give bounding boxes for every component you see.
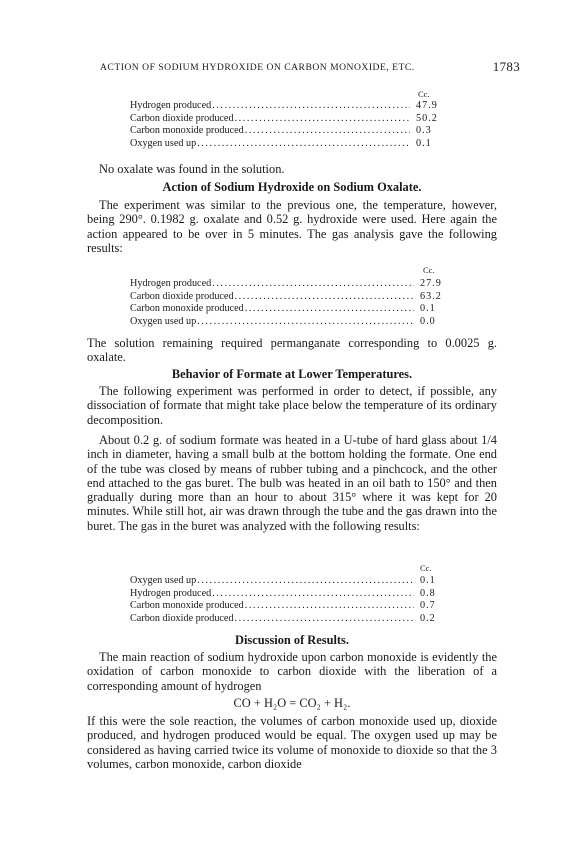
row-label: Carbon monoxide produced .....: [130, 125, 410, 138]
table-row: [130, 316, 446, 329]
page-number: 1783: [492, 59, 520, 74]
running-title: ACTION OF SODIUM HYDROXIDE ON CARBON MONOXIDE, ETC.: [100, 62, 415, 73]
paragraph: About 0.2 g. of sodium formate was heated in a U-tube of hard glass about 1/4 inch in diameter, having a small bulb at the bottom holding the formate. One end of the tube was closed by means of rubber tubing and a pinchcock, and the other end attached to the gas buret. The bulb was heated in an oil bath to 150° and then gradually during more than an hour to about 315° where it was kept for 20 minutes. While still hot, air was drawn through the tube and the gas drawn into the buret. The gas in the buret was analyzed with the following results:: [87, 433, 497, 533]
paragraph: The solution remaining required permanganate corresponding to 0.0025 g. oxalate.: [87, 336, 497, 365]
row-label: Oxygen used up .....: [130, 138, 410, 151]
table-row: [130, 278, 446, 291]
gas-analysis-table-2: [130, 278, 446, 329]
gas-analysis-table-3: [130, 575, 446, 626]
row-label: Carbon monoxide produced .....: [130, 600, 414, 613]
row-value: 0.1: [420, 575, 436, 586]
row-value: 0.1: [416, 138, 432, 150]
row-label: Carbon monoxide produced .....: [130, 303, 414, 316]
paragraph: No oxalate was found in the solution.: [99, 162, 285, 176]
chemical-equation: CO + H₂O = CO₂ + H₂.: [233, 696, 351, 710]
section-heading: Discussion of Results.: [235, 633, 349, 647]
row-label: Carbon dioxide produced .....: [130, 113, 410, 126]
table-row: [130, 291, 446, 304]
paragraph: The experiment was similar to the previous one, the temperature, however, being 290°. 0.1982 g. oxalate and 0.52 g. hydroxide were used. Here again the action appeared to be over in 5 minutes. The gas analysis gave the following results:: [87, 198, 497, 255]
row-label: Hydrogen produced .....: [130, 278, 414, 291]
table1-unit-header: Cc.: [418, 89, 430, 99]
section-heading: Behavior of Formate at Lower Temperatures.: [171, 367, 413, 381]
table-row: [130, 575, 446, 588]
paragraph: The main reaction of sodium hydroxide upon carbon monoxide is evidently the oxidation of carbon monoxide to carbon dioxide with the liberation of a corresponding amount of hydrogen: [87, 650, 497, 693]
gas-analysis-table-1: [130, 100, 442, 151]
row-label: Hydrogen produced .....: [130, 588, 414, 601]
table-row: [130, 600, 446, 613]
running-head: [100, 59, 520, 75]
row-label: Oxygen used up .....: [130, 575, 414, 588]
table-row: [130, 100, 442, 113]
row-value: 27.9: [420, 278, 442, 289]
row-value: 63.2: [420, 290, 442, 302]
row-value: 0.7: [420, 600, 436, 612]
row-value: 0.1: [420, 303, 436, 315]
paragraph: The following experiment was performed in order to detect, if possible, any dissociation of formate that might take place below the temperature of its ordinary decomposition.: [87, 384, 497, 427]
row-label: Carbon dioxide produced .....: [130, 291, 414, 304]
table-row: [130, 125, 442, 138]
row-value: 50.2: [416, 112, 438, 124]
table-row: [130, 138, 442, 151]
section-heading: Action of Sodium Hydroxide on Sodium Oxalate.: [162, 180, 422, 194]
row-label: Hydrogen produced .....: [130, 100, 410, 113]
table3-unit-header: Cc.: [420, 563, 432, 573]
row-value: 47.9: [416, 100, 438, 111]
table-row: [130, 588, 446, 601]
table2-unit-header: Cc.: [423, 265, 435, 275]
row-value: 0.8: [420, 587, 436, 599]
table-row: [130, 303, 446, 316]
row-label: Oxygen used up .....: [130, 316, 414, 329]
row-label: Carbon dioxide produced .....: [130, 613, 414, 626]
row-value: 0.3: [416, 125, 432, 137]
table-row: [130, 113, 442, 126]
paragraph: If this were the sole reaction, the volumes of carbon monoxide used up, dioxide produced, and hydrogen produced would be equal. The oxygen used up may be considered as having carried twice its volume of monoxide to dioxide so that the 3 volumes, carbon monoxide, carbon dioxide: [87, 714, 497, 771]
row-value: 0.2: [420, 613, 436, 625]
table-row: [130, 613, 446, 626]
row-value: 0.0: [420, 316, 436, 328]
